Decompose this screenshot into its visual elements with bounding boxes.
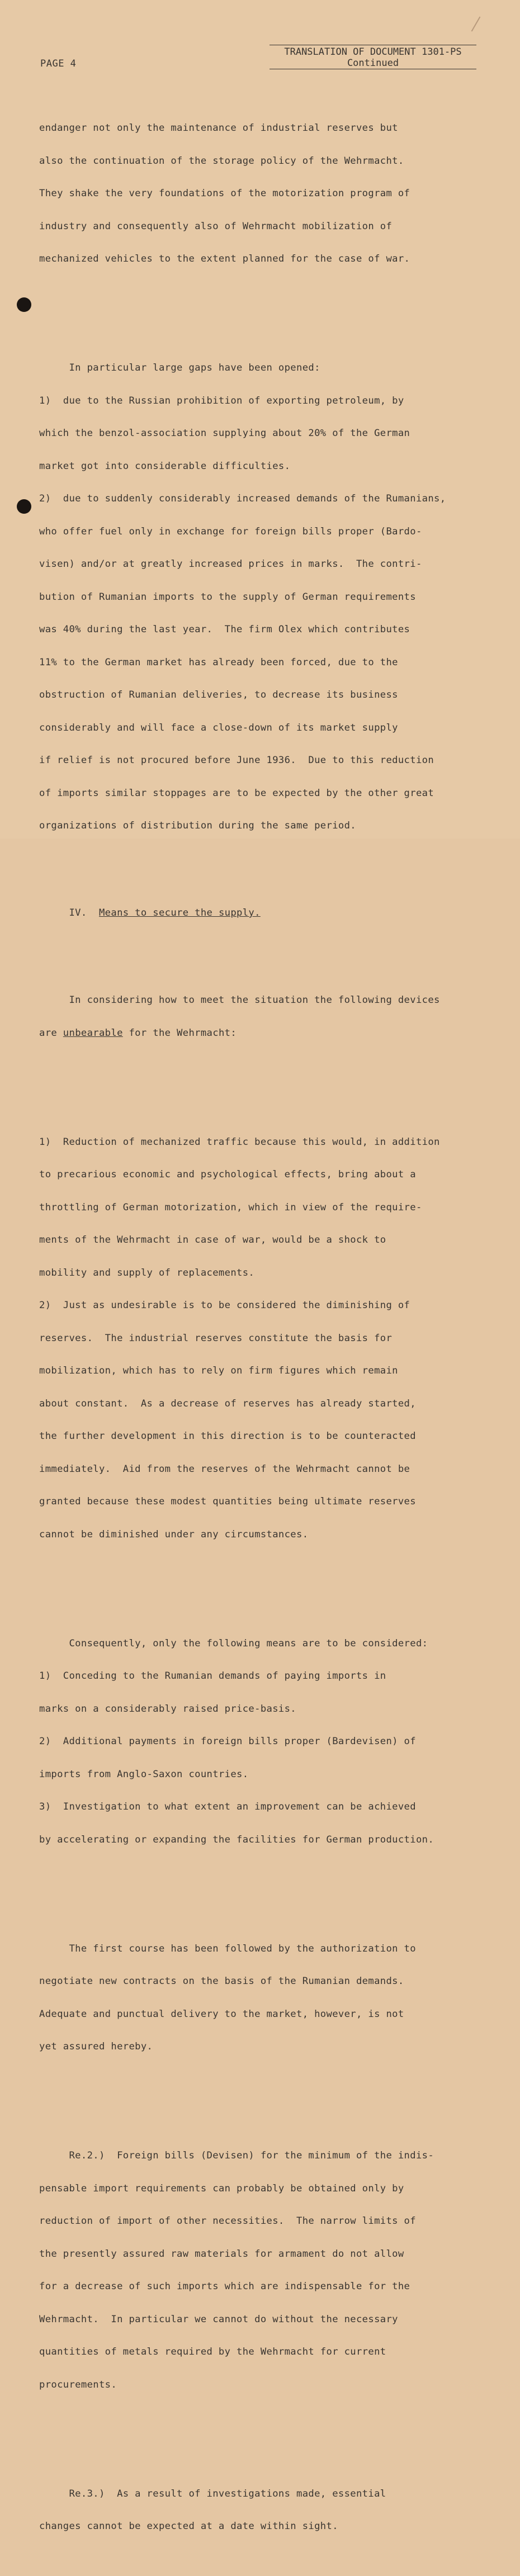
text-line: bution of Rumanian imports to the supply of German requirements: [39, 591, 416, 603]
text-line: 1) Conceding to the Rumanian demands of paying imports in: [39, 1670, 386, 1682]
text-line: if relief is not procured before June 1936. Due to this reduction: [39, 755, 434, 766]
text-line: 1) due to the Russian prohibition of exporting petroleum, by: [39, 395, 404, 406]
punch-hole: [17, 499, 31, 514]
text-line: considerably and will face a close-down of its market supply: [39, 722, 398, 733]
text-line: Re.3.) As a result of investigations made, essential: [39, 2488, 386, 2499]
text-line: granted because these modest quantities being ultimate reserves: [39, 1496, 416, 1507]
document-title: TRANSLATION OF DOCUMENT 1301-PS: [284, 46, 462, 58]
paragraph-4: [39, 1115, 486, 1562]
section-heading: [39, 908, 486, 919]
text-span: are: [39, 1027, 63, 1039]
paragraph-6: [39, 1922, 486, 2075]
document-header: [270, 45, 476, 69]
text-line: immediately. Aid from the reserves of the Wehrmacht cannot be: [39, 1463, 410, 1475]
document-subtitle: Continued: [270, 58, 476, 69]
paragraph-5: [39, 1617, 486, 1868]
text-line: about constant. As a decrease of reserves has already started,: [39, 1398, 416, 1409]
text-line: In particular large gaps have been opened:: [39, 362, 320, 373]
text-line: marks on a considerably raised price-basis.: [39, 1703, 297, 1715]
text-line: the presently assured raw materials for armament do not allow: [39, 2248, 404, 2260]
text-line: mobility and supply of replacements.: [39, 1267, 255, 1278]
text-line: imports from Anglo-Saxon countries.: [39, 1768, 249, 1780]
text-line: Adequate and punctual delivery to the market, however, is not: [39, 2008, 404, 2020]
text-line: cannot be diminished under any circumstances.: [39, 1528, 309, 1540]
text-line: Consequently, only the following means are to be considered:: [39, 1637, 428, 1649]
text-line: 2) due to suddenly considerably increased demands of the Rumanians,: [39, 493, 446, 504]
page-number: PAGE 4: [40, 58, 77, 69]
punch-hole: [17, 297, 31, 312]
text-line: The first course has been followed by the authorization to: [39, 1943, 416, 1954]
text-line: 11% to the German market has already been forced, due to the: [39, 656, 398, 668]
text-line: to precarious economic and psychological effects, bring about a: [39, 1169, 416, 1180]
text-line: Re.2.) Foreign bills (Devisen) for the minimum of the indis-: [39, 2150, 434, 2161]
document-body: [39, 79, 486, 2576]
text-line: reduction of import of other necessities. The narrow limits of: [39, 2215, 416, 2227]
paper-scratch: [471, 17, 481, 32]
text-line: negotiate new contracts on the basis of the Rumanian demands.: [39, 1976, 404, 1987]
text-line: reserves. The industrial reserves constitute the basis for: [39, 1332, 393, 1344]
section-number: IV.: [39, 907, 99, 918]
underlined-word: unbearable: [63, 1027, 123, 1039]
text-line: of imports similar stoppages are to be expected by the other great: [39, 787, 434, 799]
text-line: 2) Additional payments in foreign bills proper (Bardevisen) of: [39, 1736, 416, 1747]
text-line: procurements.: [39, 2379, 117, 2390]
text-line: 2) Just as undesirable is to be considered the diminishing of: [39, 1300, 410, 1311]
text-line: 3) Investigation to what extent an improvement can be achieved: [39, 1801, 416, 1812]
text-line: the further development in this direction is to be counteracted: [39, 1431, 416, 1442]
paragraph-3: [39, 973, 486, 1060]
text-line: 1) Reduction of mechanized traffic because this would, in addition: [39, 1136, 440, 1148]
paragraph-7: [39, 2129, 486, 2412]
section-title: Means to secure the supply.: [98, 907, 261, 918]
text-line: market got into considerable difficulties.: [39, 460, 291, 472]
text-line: also the continuation of the storage policy of the Wehrmacht.: [39, 155, 404, 167]
text-line: visen) and/or at greatly increased prices in marks. The contri-: [39, 558, 422, 570]
text-line: ments of the Wehrmacht in case of war, would be a shock to: [39, 1234, 386, 1246]
text-line: throttling of German motorization, which in view of the require-: [39, 1201, 422, 1213]
text-line: mechanized vehicles to the extent planned for the case of war.: [39, 253, 410, 264]
text-line: organizations of distribution during the same period.: [39, 820, 356, 831]
text-line: by accelerating or expanding the facilities for German production.: [39, 1834, 434, 1845]
text-line: They shake the very foundations of the motorization program of: [39, 188, 410, 199]
paragraph-2: [39, 341, 486, 854]
text-line: yet assured hereby.: [39, 2041, 153, 2052]
text-line: obstruction of Rumanian deliveries, to decrease its business: [39, 689, 398, 700]
text-line: In considering how to meet the situation the following devices: [39, 995, 440, 1006]
text-line: industry and consequently also of Wehrmacht mobilization of: [39, 220, 393, 232]
text-line: for a decrease of such imports which are indispensable for the: [39, 2281, 410, 2292]
text-line: endanger not only the maintenance of industrial reserves but: [39, 122, 398, 134]
paragraph-1: [39, 101, 486, 287]
text-line: who offer fuel only in exchange for foreign bills proper (Bardo-: [39, 525, 422, 537]
text-line: Wehrmacht. In particular we cannot do without the necessary: [39, 2313, 398, 2325]
text-line: quantities of metals required by the Wehrmacht for current: [39, 2346, 386, 2357]
text-line: pensable import requirements can probably be obtained only by: [39, 2182, 404, 2194]
paragraph-8: [39, 2467, 486, 2554]
text-line: changes cannot be expected at a date within sight.: [39, 2521, 338, 2532]
text-span: for the Wehrmacht:: [122, 1027, 237, 1039]
text-line: [39, 1028, 486, 1039]
text-line: which the benzol-association supplying about 20% of the German: [39, 428, 410, 439]
text-line: mobilization, which has to rely on firm figures which remain: [39, 1365, 398, 1376]
text-line: was 40% during the last year. The firm Olex which contributes: [39, 624, 410, 635]
